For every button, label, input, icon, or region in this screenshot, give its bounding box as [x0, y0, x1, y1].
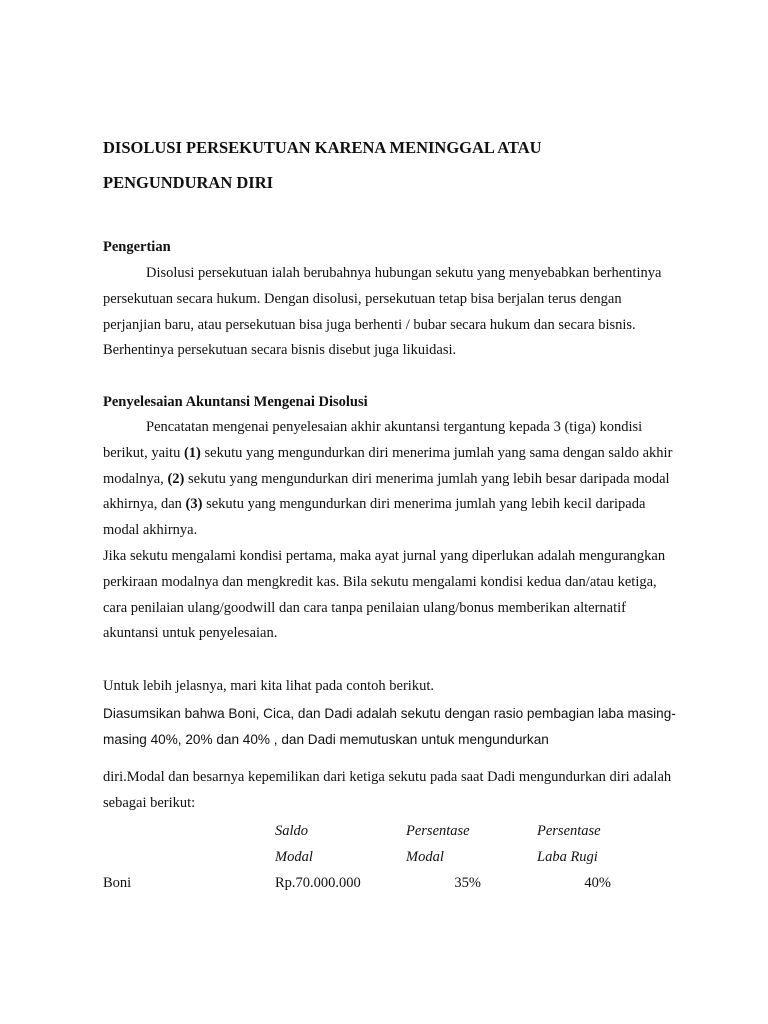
- header-laba-rugi: Laba Rugi: [537, 848, 598, 865]
- title-line-1: DISOLUSI PERSEKUTUAN KARENA MENINGGAL ATAU: [103, 138, 542, 157]
- paragraph-example-assumption: Diasumsikan bahwa Boni, Cica, dan Dadi adalah sekutu dengan rasio pembagian laba masing-masing 40%, 20% dan 40% , dan Dadi memutuskan untuk mengundurkan: [103, 706, 676, 747]
- header-modal: Modal: [275, 848, 313, 865]
- persentase-laba-value: 40%: [584, 874, 611, 891]
- section-heading-penyelesaian: Penyelesaian Akuntansi Mengenai Disolusi: [103, 394, 368, 410]
- document-title: [103, 130, 703, 200]
- partner-capital-table: [103, 819, 643, 896]
- header-persentase-laba: Persentase: [537, 823, 601, 839]
- saldo-modal-value: Rp.70.000.000: [275, 874, 361, 891]
- paragraph-pengertian: Disolusi persekutuan ialah berubahnya hubungan sekutu yang menyebabkan berhentinya persekutuan secara hukum. Dengan disolusi, persekutuan tetap bisa berjalan terus dengan perjanjian baru, atau persekutuan bisa juga berhenti / bubar secara hukum dan secara bisnis. Berhentinya persekutuan secara bisnis disebut juga likuidasi.: [103, 265, 662, 359]
- paragraph-kondisi: Pencatatan mengenai penyelesaian akhir akuntansi tergantung kepada 3 (tiga) kondisi berikut, yaitu (1) sekutu yang mengundurkan diri menerima jumlah yang sama dengan saldo akhir modalnya, (2) sekutu yang mengundurkan diri menerima jumlah yang lebih besar daripada modal akhirnya, dan (3) sekutu yang mengundurkan diri menerima jumlah yang lebih kecil daripada modal akhirnya.: [103, 419, 673, 539]
- condition-3-marker: (3): [185, 496, 203, 513]
- table-row: [103, 871, 643, 897]
- paragraph-example-continuation: diri.Modal dan besarnya kepemilikan dari ketiga sekutu pada saat Dadi mengundurkan diri adalah sebagai berikut:: [103, 769, 672, 811]
- paragraph-ayat-jurnal: Jika sekutu mengalami kondisi pertama, maka ayat jurnal yang diperlukan adalah mengurangkan perkiraan modalnya dan mengkredit kas. Bila sekutu mengalami kondisi kedua dan/atau ketiga, cara penilaian ulang/goodwill dan cara tanpa penilaian ulang/bonus memberikan alternatif akuntansi untuk penyelesaian.: [103, 548, 666, 642]
- persentase-modal-value: 35%: [454, 874, 481, 891]
- title-line-2: PENGUNDURAN DIRI: [103, 173, 274, 192]
- paragraph-example-intro: Untuk lebih jelasnya, mari kita lihat pada contoh berikut.: [103, 678, 434, 694]
- section-heading-pengertian: Pengertian: [103, 239, 171, 255]
- table-header-row-1: [103, 819, 643, 845]
- partner-name: Boni: [103, 874, 132, 891]
- condition-2-marker: (2): [167, 470, 185, 487]
- condition-1-marker: (1): [183, 444, 201, 461]
- header-persentase-modal: Persentase: [406, 823, 470, 839]
- table-header-row-2: [103, 845, 643, 871]
- header-saldo: Saldo: [275, 823, 309, 839]
- header-modal-2: Modal: [406, 848, 444, 865]
